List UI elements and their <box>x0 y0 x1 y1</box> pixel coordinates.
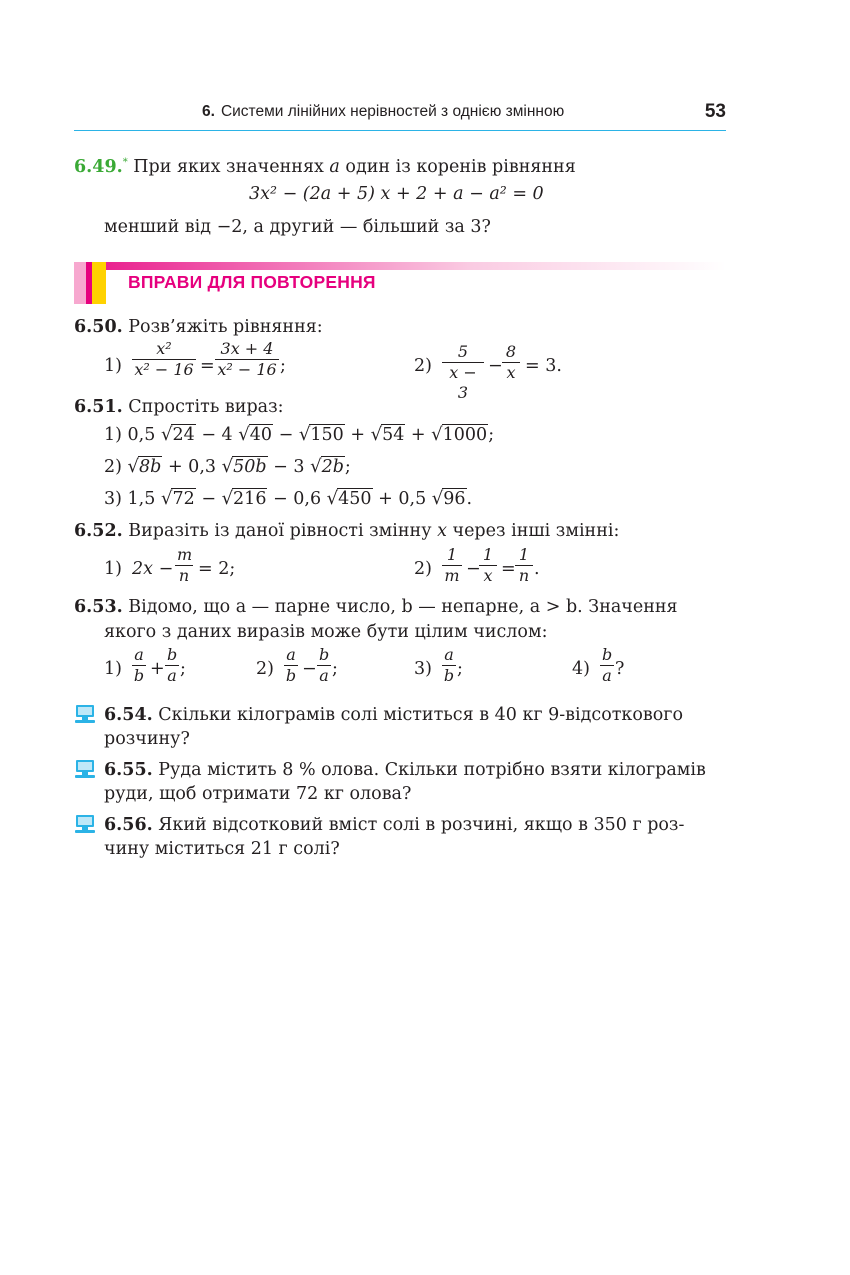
numerator: 5 <box>442 343 484 363</box>
coef: − 3 <box>273 457 305 477</box>
question-mark: ? <box>615 659 625 679</box>
minus-sign: − <box>488 356 503 376</box>
radicand: 450 <box>338 489 372 509</box>
numerator: b <box>167 645 178 664</box>
numerator: 8 <box>502 343 520 363</box>
variable-a: a <box>329 156 340 177</box>
radicand: 24 <box>172 425 195 445</box>
denominator: a <box>319 666 329 685</box>
punctuation: ; <box>344 457 351 477</box>
fraction <box>132 646 146 686</box>
semicolon: ; <box>332 659 338 679</box>
fraction <box>284 646 298 686</box>
text: Спростіть вираз: <box>122 397 284 417</box>
radical-sign: √ <box>298 424 311 445</box>
fraction <box>132 340 196 380</box>
coef: − 0,6 <box>273 489 322 509</box>
radical-sign: √ <box>221 488 234 509</box>
denominator: b <box>443 666 455 685</box>
section-title: ВПРАВИ ДЛЯ ПОВТОРЕННЯ <box>128 272 376 292</box>
operator: + <box>410 425 426 445</box>
equals-sign: = <box>501 559 516 579</box>
item-label: 2) <box>104 457 122 477</box>
computer-icon <box>74 704 96 724</box>
denominator: m <box>444 566 460 585</box>
text: Скільки кілограмів солі міститься в 40 кг 9-відсоткового <box>152 705 683 725</box>
problem-number: 6.50. <box>74 317 123 337</box>
problem-number: 6.52. <box>74 521 123 541</box>
chapter-number: 6. <box>202 103 215 120</box>
coef: 0,5 <box>127 425 156 445</box>
coef: + 0,3 <box>167 457 217 477</box>
banner-bar-pink <box>74 262 86 304</box>
operator: + <box>350 425 365 445</box>
numerator: a <box>132 646 146 666</box>
radical-sign: √ <box>238 424 250 445</box>
radical-sign: √ <box>127 456 140 477</box>
equals-sign: = <box>200 356 215 376</box>
rhs: = 3. <box>525 356 562 376</box>
coef: − 4 <box>201 425 233 445</box>
radical-sign: √ <box>160 488 173 509</box>
numerator: m <box>177 545 193 564</box>
fraction <box>502 343 520 383</box>
fraction <box>442 343 484 403</box>
section-banner <box>74 262 726 304</box>
banner-gradient <box>86 262 726 270</box>
operator: − <box>201 489 216 509</box>
text: Виразіть із даної рівності змінну <box>122 521 438 541</box>
denominator: x <box>506 363 516 382</box>
punctuation: ; <box>488 425 495 445</box>
numerator: a <box>442 646 456 666</box>
problem-6-54-line1 <box>104 704 683 726</box>
computer-icon <box>74 759 96 779</box>
minus-sign: − <box>466 559 481 579</box>
item-label: 1) <box>104 356 122 376</box>
punctuation: . <box>466 489 473 509</box>
numerator: b <box>602 645 613 664</box>
radical-sign: √ <box>431 424 443 445</box>
problem-6-55-line1 <box>104 759 706 781</box>
page-number: 53 <box>704 101 726 122</box>
radicand: 8b <box>139 457 162 477</box>
denominator: a <box>167 666 177 685</box>
numerator: 3x + 4 <box>215 340 279 360</box>
text: При яких значеннях <box>127 156 330 177</box>
numerator: a <box>284 646 298 666</box>
radicand: 50b <box>233 457 267 477</box>
radicand: 216 <box>233 489 267 509</box>
fraction <box>215 340 279 380</box>
radicand: 1000 <box>442 425 488 445</box>
semicolon: ; <box>180 659 186 679</box>
text: Який відсотковий вміст солі в розчині, якщо в 350 г роз- <box>152 815 685 835</box>
problem-6-56-line1 <box>104 814 684 836</box>
fraction <box>515 546 533 586</box>
radical-sign: √ <box>431 488 444 509</box>
radicand: 150 <box>310 425 344 445</box>
radicand: 2b <box>321 457 344 477</box>
numerator: 1 <box>479 546 497 566</box>
problem-number: 6.55. <box>104 760 153 780</box>
item-label: 1) <box>104 425 122 445</box>
radicand: 72 <box>172 489 195 509</box>
denominator: x² − 16 <box>217 360 277 379</box>
option-label: 2) <box>256 659 274 679</box>
problem-6-50-line1 <box>74 316 323 338</box>
text: один із коренів рівняння <box>339 156 576 177</box>
minus-sign: − <box>302 659 317 679</box>
equation: 3x² − (2a + 5) x + 2 + a − a² = 0 <box>249 184 544 204</box>
text: через інші змінні: <box>446 521 620 541</box>
denominator: b <box>285 666 297 685</box>
problem-6-51-line1 <box>74 396 284 418</box>
text: Відомо, що a — парне число, b — непарне, a > b. Значення <box>122 597 678 617</box>
running-header <box>74 100 726 131</box>
denominator: a <box>602 666 612 685</box>
text: Розв’яжіть рівняння: <box>122 317 323 337</box>
problem-6-53-line2: якого з даних виразів може бути цілим числом: <box>104 622 548 642</box>
radical-sign: √ <box>310 456 322 477</box>
denominator: x² − 16 <box>134 360 194 379</box>
problem-number: 6.54. <box>104 705 153 725</box>
coef: 1,5 <box>127 489 156 509</box>
punctuation: . <box>534 559 540 579</box>
item-label: 1) <box>104 559 122 579</box>
coef: + 0,5 <box>378 489 427 509</box>
radical-sign: √ <box>370 424 383 445</box>
item-label: 2) <box>414 356 432 376</box>
fraction <box>600 646 614 686</box>
star-mark: * <box>122 157 128 168</box>
chapter-title <box>202 103 564 121</box>
semicolon: ; <box>280 356 286 376</box>
item-label: 3) <box>104 489 122 509</box>
fraction <box>442 546 462 586</box>
problem-number: 6.56. <box>104 815 153 835</box>
text: Руда містить 8 % олова. Скільки потрібно взяти кілограмів <box>152 760 706 780</box>
fraction <box>165 646 179 686</box>
denominator: x − 3 <box>449 363 477 402</box>
option-label: 1) <box>104 659 122 679</box>
semicolon: ; <box>457 659 463 679</box>
problem-6-51-item1 <box>104 424 494 446</box>
radical-sign: √ <box>326 488 339 509</box>
problem-6-55-line2: руди, щоб отримати 72 кг олова? <box>104 784 412 804</box>
problem-6-54-line2: розчину? <box>104 729 190 749</box>
plus-sign: + <box>150 659 165 679</box>
fraction <box>175 546 193 586</box>
denominator: x <box>483 566 493 585</box>
banner-bar-yellow <box>92 262 106 304</box>
problem-6-51-item2 <box>104 456 351 478</box>
problem-6-51-item3 <box>104 488 472 510</box>
numerator: x² <box>132 340 196 360</box>
option-label: 4) <box>572 659 590 679</box>
problem-6-53-line1 <box>74 596 678 618</box>
problem-6-49-line3: менший від −2, а другий — більший за 3? <box>104 217 491 237</box>
fraction <box>442 646 456 686</box>
expression: = 2; <box>198 559 236 579</box>
radicand: 54 <box>382 425 405 445</box>
denominator: n <box>518 566 530 585</box>
operator: − <box>278 425 294 445</box>
numerator: 1 <box>442 546 462 566</box>
numerator: 1 <box>515 546 533 566</box>
radical-sign: √ <box>160 424 173 445</box>
computer-icon <box>74 814 96 834</box>
chapter-title-text: Системи лінійних нерівностей з однією змінною <box>220 103 565 120</box>
problem-6-56-line2: чину міститься 21 г солі? <box>104 839 340 859</box>
denominator: b <box>133 666 145 685</box>
problem-6-52-line1 <box>74 520 619 542</box>
variable-x: x <box>437 521 447 541</box>
radical-sign: √ <box>221 456 234 477</box>
numerator: b <box>319 645 330 664</box>
radicand: 40 <box>249 425 273 445</box>
denominator: n <box>178 566 190 585</box>
problem-6-49-line1 <box>74 152 576 178</box>
option-label: 3) <box>414 659 432 679</box>
expression: 2x − <box>132 559 174 579</box>
problem-number: 6.49. <box>74 156 123 177</box>
fraction <box>479 546 497 586</box>
fraction <box>317 646 331 686</box>
item-label: 2) <box>414 559 432 579</box>
radicand: 96 <box>443 489 466 509</box>
problem-number: 6.53. <box>74 597 123 617</box>
problem-number: 6.51. <box>74 397 123 417</box>
